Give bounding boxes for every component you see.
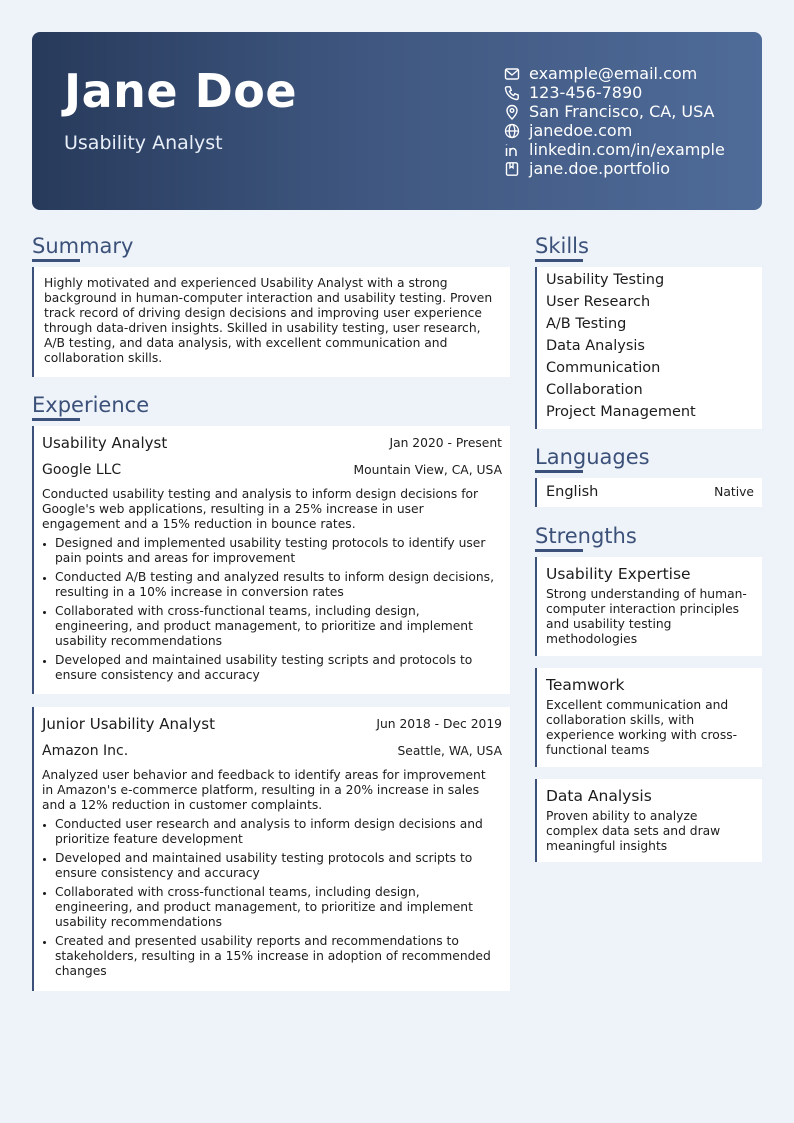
phone-icon bbox=[504, 85, 520, 101]
candidate-role: Usability Analyst bbox=[64, 132, 223, 154]
languages-underline bbox=[535, 470, 583, 473]
strength-title: Teamwork bbox=[546, 676, 625, 694]
job-bullet: Conducted user research and analysis to inform design decisions and prioritize feature development bbox=[42, 817, 500, 847]
job-bullet: Designed and implemented usability testing protocols to identify user pain points and areas for improvement bbox=[42, 536, 500, 566]
experience-underline bbox=[32, 418, 80, 421]
strength-text: Proven ability to analyze complex data sets and draw meaningful insights bbox=[546, 809, 721, 853]
candidate-name: Jane Doe bbox=[64, 64, 298, 118]
job-description: Analyzed user behavior and feedback to identify areas for improvement in Amazon's e-commerce platform, resulting in a 20% increase in sales and a 12% reduction in customer complaints. bbox=[42, 768, 486, 812]
summary-underline bbox=[32, 259, 80, 262]
job-bullet: Collaborated with cross-functional teams, including design, engineering, and product management, to prioritize and implement usability recommendations bbox=[42, 604, 500, 649]
strength-card bbox=[535, 668, 762, 767]
job-bullets bbox=[42, 817, 500, 983]
strength-text: Excellent communication and collaboration skills, with experience working with cross-functional teams bbox=[546, 698, 738, 757]
contact-linkedin[interactable] bbox=[504, 140, 725, 159]
globe-icon bbox=[504, 123, 520, 139]
job-bullet: Developed and maintained usability testing protocols and scripts to ensure consistency and accuracy bbox=[42, 851, 500, 881]
job-company: Amazon Inc. bbox=[42, 743, 129, 759]
language-name: English bbox=[546, 484, 599, 500]
portfolio-icon bbox=[504, 161, 520, 177]
summary-card bbox=[32, 267, 510, 377]
job-bullet: Developed and maintained usability testing scripts and protocols to ensure consistency and accuracy bbox=[42, 653, 500, 683]
language-row bbox=[537, 478, 762, 506]
languages-heading: Languages bbox=[535, 445, 650, 469]
skills-heading: Skills bbox=[535, 234, 589, 258]
summary-heading: Summary bbox=[32, 234, 134, 258]
summary-text: Highly motivated and experienced Usability Analyst with a strong background in human-computer interaction and usability testing. Proven track record of driving design decisions and improving user experience through data-driven insights. Skilled in usability testing, user research, A/B testing, and data analysis, with excellent communication and collaboration skills. bbox=[44, 276, 493, 365]
skill-item: A/B Testing bbox=[546, 316, 627, 332]
contact-website[interactable] bbox=[504, 121, 725, 140]
skill-item: Communication bbox=[546, 360, 661, 376]
languages-card bbox=[535, 478, 762, 507]
job-company: Google LLC bbox=[42, 462, 122, 478]
job-description: Conducted usability testing and analysis to inform design decisions for Google's web applications, resulting in a 25% increase in user engagement and a 15% reduction in bounce rates. bbox=[42, 487, 479, 531]
experience-heading: Experience bbox=[32, 393, 150, 417]
job-date: Jun 2018 - Dec 2019 bbox=[376, 717, 502, 731]
strength-card bbox=[535, 557, 762, 656]
location-icon bbox=[504, 104, 520, 120]
contact-phone[interactable] bbox=[504, 83, 725, 102]
skill-item: User Research bbox=[546, 294, 651, 310]
skill-item: Collaboration bbox=[546, 382, 643, 398]
strength-title: Data Analysis bbox=[546, 787, 652, 805]
job-title: Usability Analyst bbox=[42, 434, 168, 452]
strength-title: Usability Expertise bbox=[546, 565, 691, 583]
mail-icon bbox=[504, 66, 520, 82]
job-bullet: Created and presented usability reports and recommendations to stakeholders, resulting in a 15% increase in adoption of recommended changes bbox=[42, 934, 500, 979]
job-card bbox=[32, 426, 510, 694]
contact-text: janedoe.com bbox=[529, 121, 633, 140]
contact-portfolio[interactable] bbox=[504, 159, 725, 178]
strengths-heading: Strengths bbox=[535, 524, 637, 548]
job-bullet: Conducted A/B testing and analyzed results to inform design decisions, resulting in a 10% increase in conversion rates bbox=[42, 570, 500, 600]
job-location: Seattle, WA, USA bbox=[397, 744, 502, 758]
skills-underline bbox=[535, 259, 583, 262]
contact-text: jane.doe.portfolio bbox=[529, 159, 671, 178]
skill-item: Data Analysis bbox=[546, 338, 645, 354]
contact-text: linkedin.com/in/example bbox=[529, 140, 725, 159]
contact-list bbox=[504, 64, 725, 178]
strength-text: Strong understanding of human-computer interaction principles and usability testing methodologies bbox=[546, 587, 747, 646]
strength-card bbox=[535, 779, 762, 862]
strengths-underline bbox=[535, 549, 583, 552]
language-level: Native bbox=[714, 485, 754, 499]
skill-item: Project Management bbox=[546, 404, 696, 420]
job-card bbox=[32, 707, 510, 991]
linkedin-icon bbox=[504, 142, 520, 158]
contact-text: San Francisco, CA, USA bbox=[529, 102, 715, 121]
job-title: Junior Usability Analyst bbox=[42, 715, 215, 733]
contact-location bbox=[504, 102, 725, 121]
job-bullets bbox=[42, 536, 500, 687]
job-bullet: Collaborated with cross-functional teams, including design, engineering, and product management, to prioritize and implement usability recommendations bbox=[42, 885, 500, 930]
contact-text: example@email.com bbox=[529, 64, 698, 83]
resume-header bbox=[32, 32, 762, 210]
skills-card bbox=[535, 267, 762, 429]
job-location: Mountain View, CA, USA bbox=[353, 463, 502, 477]
contact-text: 123-456-7890 bbox=[529, 83, 643, 102]
job-date: Jan 2020 - Present bbox=[389, 436, 502, 450]
contact-email[interactable] bbox=[504, 64, 725, 83]
skill-item: Usability Testing bbox=[546, 272, 665, 288]
